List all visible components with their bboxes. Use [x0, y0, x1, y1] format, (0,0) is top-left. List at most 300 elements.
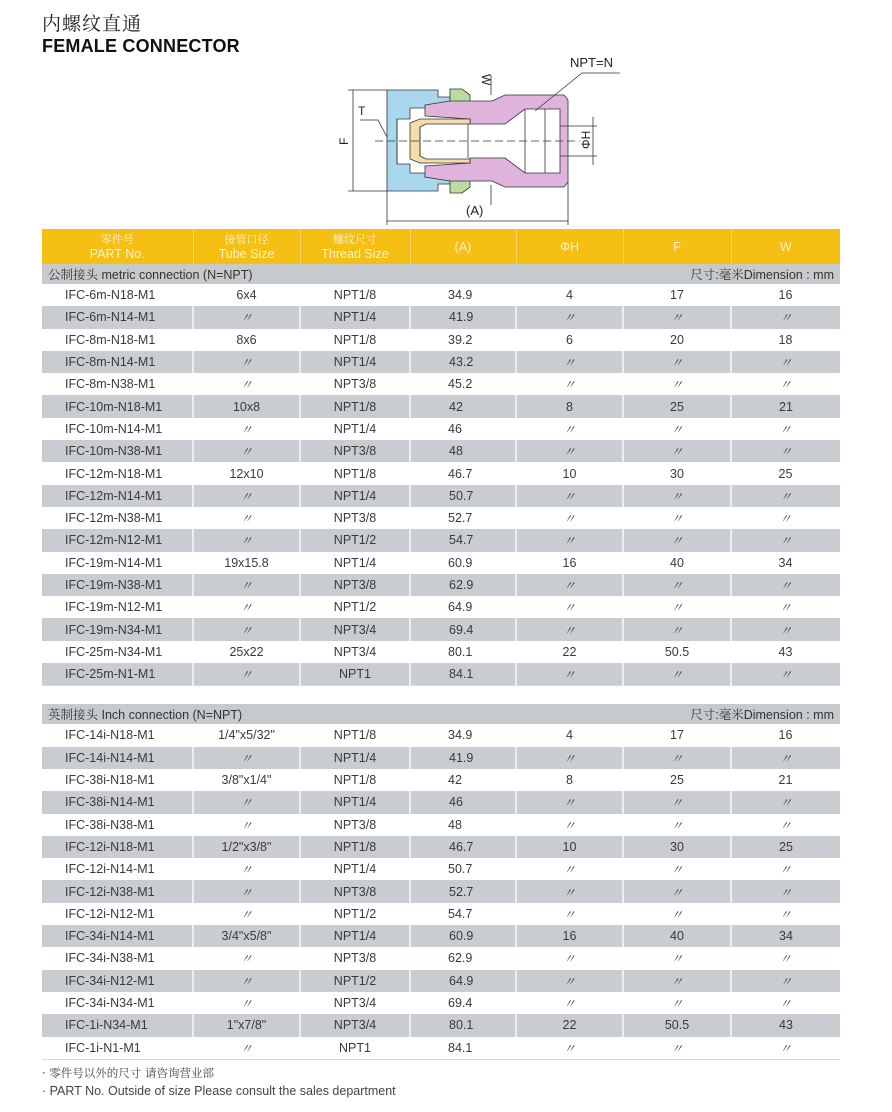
dim-a-cell: 42: [448, 773, 462, 788]
column-header-en: (A): [454, 239, 472, 254]
dim-w-cell: 25: [731, 836, 840, 858]
part-number-cell: IFC-8m-N38-M1: [65, 377, 156, 392]
dim-a-cell: 41.9: [410, 747, 516, 769]
part-number-cell: IFC-19m-N38-M1: [42, 574, 193, 596]
dim-f-cell: 〃: [670, 512, 684, 527]
dim-w-cell: 〃: [779, 512, 792, 527]
dim-w-cell: 〃: [779, 422, 792, 437]
dim-w-cell: 43: [731, 1014, 840, 1036]
tube-size-cell: 〃: [193, 351, 300, 373]
part-number-cell: IFC-38i-N14-M1: [42, 791, 193, 813]
dim-w-cell: 21: [778, 773, 793, 788]
part-number-cell: IFC-19m-N14-M1: [65, 555, 163, 570]
dim-h-cell: 〃: [563, 907, 576, 922]
dim-w-cell: 43: [778, 644, 793, 659]
dim-a-cell: 45.2: [448, 377, 473, 392]
part-number-cell: IFC-8m-N18-M1: [65, 332, 156, 347]
connector-cross-section-diagram: [330, 45, 630, 230]
dim-w-cell: 〃: [779, 997, 792, 1012]
part-number-cell: IFC-38i-N38-M1: [65, 817, 155, 832]
dim-a-cell: 41.9: [410, 306, 516, 328]
tube-size-cell: 〃: [240, 378, 253, 393]
thread-size-cell: NPT1/2: [300, 970, 410, 992]
dim-f-cell: 〃: [670, 818, 684, 833]
part-number-cell: IFC-12i-N14-M1: [65, 862, 155, 877]
dim-a-cell: 46.7: [410, 836, 516, 858]
dim-f-cell: 〃: [623, 529, 731, 551]
dim-w-cell: 16: [778, 728, 793, 743]
dim-f-cell: 〃: [670, 422, 684, 437]
thread-size-cell: NPT1/8: [333, 728, 377, 743]
table-row: [42, 1014, 840, 1036]
dim-h-cell: 〃: [516, 880, 623, 902]
dim-h-cell: 22: [562, 644, 577, 659]
dim-w-cell: 〃: [779, 378, 792, 393]
tube-size-cell: 1/2"x3/8": [193, 836, 300, 858]
tube-size-cell: 〃: [193, 791, 300, 813]
dim-f-cell: 40: [623, 925, 731, 947]
dim-f-cell: 17: [670, 728, 684, 743]
dim-h-cell: 8: [516, 395, 623, 417]
part-number-cell: IFC-34i-N14-M1: [42, 925, 193, 947]
part-number-cell: IFC-12i-N38-M1: [42, 880, 193, 902]
thread-size-cell: NPT1/2: [333, 600, 377, 615]
column-header-cn: 螺纹尺寸: [333, 232, 377, 246]
dim-a-cell: 50.7: [448, 862, 473, 877]
table-row: [42, 724, 840, 746]
column-header: [42, 229, 193, 264]
table-header-row: [42, 229, 840, 264]
dim-a-cell: 54.7: [410, 529, 516, 551]
section-header-row: [42, 264, 840, 284]
part-number-cell: IFC-10m-N38-M1: [42, 440, 193, 462]
footnote-cn: · 零件号以外的尺寸 请咨询营业部: [42, 1066, 214, 1080]
dim-w-cell: 〃: [779, 863, 792, 878]
column-header-en: PART No.: [89, 246, 145, 261]
dim-f-cell: 30: [670, 466, 684, 481]
footnote-en: · PART No. Outside of size Please consult the sales department: [42, 1084, 396, 1098]
tube-size-cell: 3/8"x1/4": [221, 773, 272, 788]
dim-f-cell: 〃: [623, 306, 731, 328]
page-title: FEMALE CONNECTOR: [42, 36, 240, 56]
tube-size-cell: 19x15.8: [224, 555, 269, 570]
dim-a-cell: 48: [448, 817, 462, 832]
dim-h-cell: 16: [562, 555, 577, 570]
dim-h-cell: 〃: [516, 529, 623, 551]
dim-f-cell: 〃: [623, 970, 731, 992]
part-number-cell: IFC-12m-N12-M1: [42, 529, 193, 551]
tube-size-cell: 8x6: [236, 332, 257, 347]
part-number-cell: IFC-19m-N12-M1: [65, 600, 163, 615]
tube-size-cell: 3/4"x5/8": [193, 925, 300, 947]
dim-a-cell: 64.9: [410, 970, 516, 992]
dim-h-cell: 〃: [516, 970, 623, 992]
tube-size-cell: 〃: [240, 952, 253, 967]
dim-a-cell: 60.9: [448, 555, 473, 570]
tube-size-cell: 〃: [193, 880, 300, 902]
dim-f-cell: 〃: [623, 618, 731, 640]
dim-a-cell: 62.9: [410, 574, 516, 596]
dim-f-cell: 〃: [623, 485, 731, 507]
tube-size-cell: 〃: [240, 818, 253, 833]
dim-h-cell: 〃: [516, 618, 623, 640]
dim-h-cell: 〃: [516, 440, 623, 462]
table-row: [42, 440, 840, 462]
column-header: [300, 229, 410, 264]
dim-h-cell: 〃: [516, 306, 623, 328]
a-label: (A): [466, 203, 484, 218]
column-header-cn: 接管口径: [224, 232, 269, 246]
part-number-cell: IFC-12m-N18-M1: [65, 466, 163, 481]
part-number-cell: IFC-1i-N1-M1: [42, 1037, 193, 1060]
thread-size-cell: NPT3/4: [333, 996, 377, 1011]
thread-size-cell: NPT3/8: [333, 377, 377, 392]
thread-size-cell: NPT1/4: [300, 791, 410, 813]
dim-w-cell: 〃: [779, 907, 792, 922]
table-row: [42, 836, 840, 858]
part-number-cell: IFC-25m-N1-M1: [42, 663, 193, 686]
dim-a-cell: 69.4: [448, 996, 473, 1011]
dim-w-cell: 〃: [731, 529, 840, 551]
table-row: [42, 306, 840, 328]
dim-w-cell: 〃: [779, 952, 792, 967]
dim-f-cell: 50.5: [623, 1014, 731, 1036]
dim-w-cell: 〃: [731, 791, 840, 813]
table-row: [42, 596, 840, 618]
dim-w-cell: 34: [778, 555, 793, 570]
dim-w-cell: 〃: [731, 880, 840, 902]
dim-a-cell: 50.7: [410, 485, 516, 507]
table-row: [42, 769, 840, 791]
column-header: [410, 229, 516, 264]
part-number-cell: IFC-12m-N14-M1: [42, 485, 193, 507]
dim-f-cell: 〃: [623, 663, 731, 686]
dim-a-cell: 46: [448, 421, 462, 436]
table-row: [42, 618, 840, 640]
thread-size-cell: NPT1/2: [333, 906, 377, 921]
dim-f-cell: 〃: [623, 440, 731, 462]
dim-h-cell: 〃: [516, 663, 623, 686]
column-header: [193, 229, 300, 264]
table-row: [42, 747, 840, 769]
dim-h-cell: 〃: [563, 378, 576, 393]
dim-w-cell: 〃: [731, 663, 840, 686]
dim-a-cell: 34.9: [448, 728, 473, 743]
h-label: ΦH: [579, 130, 593, 149]
table-row: [42, 329, 840, 351]
thread-size-cell: NPT1: [300, 663, 410, 686]
dim-f-cell: 20: [670, 332, 684, 347]
dim-h-cell: 〃: [563, 512, 576, 527]
dim-f-cell: 25: [670, 773, 684, 788]
dim-a-cell: 46: [410, 791, 516, 813]
section-title: 英制接头 Inch connection (N=NPT): [48, 708, 243, 723]
table-row: [42, 284, 840, 306]
page-title-chinese: 内螺纹直通: [42, 13, 143, 35]
npt-label: NPT=N: [570, 55, 613, 70]
w-label: W: [479, 74, 493, 86]
tube-size-cell: 〃: [240, 601, 253, 616]
part-number-cell: IFC-12m-N38-M1: [65, 511, 163, 526]
thread-size-cell: NPT1/2: [300, 529, 410, 551]
tube-size-cell: 〃: [240, 422, 253, 437]
dim-h-cell: 〃: [516, 747, 623, 769]
dim-h-cell: 〃: [563, 601, 576, 616]
column-header: [516, 229, 623, 264]
dim-a-cell: 46.7: [448, 466, 473, 481]
tube-size-cell: 12x10: [229, 466, 264, 481]
tube-size-cell: 25x22: [229, 644, 264, 659]
column-header-en: Thread Size: [321, 246, 389, 261]
dim-f-cell: 〃: [670, 601, 684, 616]
dim-w-cell: 〃: [779, 601, 792, 616]
tube-size-cell: 1"x7/8": [193, 1014, 300, 1036]
dim-h-cell: 10: [516, 836, 623, 858]
tube-size-cell: 〃: [193, 663, 300, 686]
dim-a-cell: 42: [410, 395, 516, 417]
dim-a-cell: 52.7: [410, 880, 516, 902]
thread-size-cell: NPT1/4: [333, 862, 377, 877]
part-number-cell: IFC-8m-N14-M1: [42, 351, 193, 373]
thread-size-cell: NPT1/4: [300, 747, 410, 769]
table-row: [42, 373, 840, 395]
table-row: [42, 858, 840, 880]
thread-size-cell: NPT1/4: [333, 421, 377, 436]
tube-size-cell: 〃: [240, 512, 253, 527]
thread-size-cell: NPT1/4: [300, 306, 410, 328]
dim-w-cell: 16: [778, 288, 793, 303]
table-row: [42, 663, 840, 686]
part-number-cell: IFC-10m-N14-M1: [65, 421, 163, 436]
dim-h-cell: 〃: [516, 485, 623, 507]
table-row: [42, 791, 840, 813]
dim-a-cell: 43.2: [410, 351, 516, 373]
dim-h-cell: 10: [562, 466, 577, 481]
dim-h-cell: 22: [516, 1014, 623, 1036]
dim-a-cell: 62.9: [448, 951, 473, 966]
part-number-cell: IFC-19m-N34-M1: [42, 618, 193, 640]
thread-size-cell: NPT1/8: [333, 288, 377, 303]
dim-f-cell: 〃: [623, 1037, 731, 1060]
dim-w-cell: 〃: [731, 970, 840, 992]
thread-size-cell: NPT3/8: [333, 951, 377, 966]
thread-size-cell: NPT3/8: [300, 880, 410, 902]
table-row: [42, 418, 840, 440]
tube-size-cell: 〃: [193, 529, 300, 551]
dim-w-cell: 〃: [731, 618, 840, 640]
dim-a-cell: 69.4: [410, 618, 516, 640]
dim-f-cell: 〃: [623, 574, 731, 596]
column-header-cn: 零件号: [100, 232, 134, 246]
table-row: [42, 641, 840, 663]
table-row: [42, 814, 840, 836]
dim-f-cell: 50.5: [664, 644, 690, 659]
tube-size-cell: 〃: [193, 618, 300, 640]
dim-a-cell: 80.1: [410, 1014, 516, 1036]
tube-size-cell: 〃: [193, 306, 300, 328]
section-unit: 尺寸:毫米Dimension : mm: [690, 708, 834, 723]
dim-f-cell: 17: [670, 288, 684, 303]
dim-h-cell: 〃: [563, 952, 576, 967]
dim-w-cell: 〃: [731, 1037, 840, 1060]
tube-size-cell: 〃: [193, 747, 300, 769]
dim-h-cell: 4: [566, 288, 573, 303]
dim-f-cell: 〃: [670, 378, 684, 393]
dim-f-cell: 〃: [623, 880, 731, 902]
dim-w-cell: 21: [731, 395, 840, 417]
dim-h-cell: 6: [566, 332, 573, 347]
table-row: [42, 507, 840, 529]
part-number-cell: IFC-6m-N18-M1: [65, 288, 156, 303]
f-label: F: [337, 137, 351, 145]
dim-h-cell: 〃: [516, 791, 623, 813]
dim-w-cell: 〃: [779, 818, 792, 833]
tube-size-cell: 〃: [240, 997, 253, 1012]
dim-f-cell: 25: [623, 395, 731, 417]
table-row: [42, 462, 840, 484]
dim-w-cell: 〃: [731, 440, 840, 462]
thread-size-cell: NPT1/8: [333, 466, 377, 481]
dim-w-cell: 〃: [731, 747, 840, 769]
section-title: 公制接头 metric connection (N=NPT): [48, 268, 253, 282]
thread-size-cell: NPT1/8: [300, 836, 410, 858]
dim-f-cell: 〃: [623, 791, 731, 813]
thread-size-cell: NPT3/8: [333, 817, 377, 832]
part-number-cell: IFC-38i-N18-M1: [65, 773, 155, 788]
table-row: [42, 925, 840, 947]
table-row: [42, 529, 840, 551]
dim-f-cell: 30: [623, 836, 731, 858]
table-row: [42, 1037, 840, 1060]
dim-f-cell: 〃: [670, 997, 684, 1012]
dim-h-cell: 4: [566, 728, 573, 743]
thread-size-cell: NPT3/4: [333, 644, 377, 659]
tube-size-cell: 6x4: [236, 288, 257, 303]
dim-f-cell: 40: [670, 555, 684, 570]
thread-size-cell: NPT1/4: [300, 351, 410, 373]
thread-size-cell: NPT1/8: [333, 332, 377, 347]
thread-size-cell: NPT1/4: [300, 925, 410, 947]
tube-size-cell: 〃: [193, 1037, 300, 1060]
dim-w-cell: 18: [778, 332, 793, 347]
table-row: [42, 903, 840, 925]
thread-size-cell: NPT1/4: [300, 485, 410, 507]
dim-f-cell: 〃: [623, 351, 731, 373]
table-row: [42, 351, 840, 373]
tube-size-cell: 〃: [240, 863, 253, 878]
table-row: [42, 992, 840, 1014]
thread-size-cell: NPT3/4: [300, 618, 410, 640]
part-number-cell: IFC-34i-N12-M1: [42, 970, 193, 992]
tube-size-cell: 〃: [193, 574, 300, 596]
thread-size-cell: NPT3/4: [300, 1014, 410, 1036]
dim-a-cell: 54.7: [448, 906, 473, 921]
dim-f-cell: 〃: [670, 907, 684, 922]
dim-w-cell: 〃: [731, 306, 840, 328]
thread-size-cell: NPT1/8: [300, 395, 410, 417]
dim-w-cell: 25: [778, 466, 793, 481]
dim-a-cell: 48: [410, 440, 516, 462]
table-row: [42, 947, 840, 969]
footnotes: [42, 1064, 396, 1100]
t-label: T: [358, 104, 366, 118]
part-number-cell: IFC-12i-N18-M1: [42, 836, 193, 858]
part-number-cell: IFC-14i-N14-M1: [42, 747, 193, 769]
part-number-cell: IFC-10m-N18-M1: [42, 395, 193, 417]
tube-size-cell: 10x8: [193, 395, 300, 417]
dim-h-cell: 〃: [563, 422, 576, 437]
thread-size-cell: NPT1: [300, 1037, 410, 1060]
part-number-cell: IFC-12i-N12-M1: [65, 906, 155, 921]
dim-h-cell: 〃: [563, 818, 576, 833]
dim-a-cell: 80.1: [448, 644, 473, 659]
column-header: [731, 229, 840, 264]
part-number-cell: IFC-14i-N18-M1: [65, 728, 155, 743]
dim-h-cell: 〃: [563, 997, 576, 1012]
section-spacer: [42, 686, 840, 705]
tube-size-cell: 〃: [193, 485, 300, 507]
part-number-cell: IFC-25m-N34-M1: [65, 644, 163, 659]
dim-h-cell: 8: [566, 773, 573, 788]
dim-a-cell: 60.9: [410, 925, 516, 947]
thread-size-cell: NPT1/8: [333, 773, 377, 788]
part-number-cell: IFC-6m-N14-M1: [42, 306, 193, 328]
column-header-en: W: [779, 239, 792, 254]
dim-f-cell: 〃: [670, 863, 684, 878]
tube-size-cell: 1/4"x5/32": [218, 728, 275, 743]
dim-a-cell: 52.7: [448, 511, 473, 526]
part-number-cell: IFC-1i-N34-M1: [42, 1014, 193, 1036]
dim-w-cell: 34: [731, 925, 840, 947]
column-header: [623, 229, 731, 264]
dim-a-cell: 84.1: [410, 663, 516, 686]
thread-size-cell: NPT3/8: [300, 574, 410, 596]
dim-h-cell: 16: [516, 925, 623, 947]
column-header-en: F: [673, 239, 681, 254]
table-row: [42, 552, 840, 574]
table-row: [42, 970, 840, 992]
tube-size-cell: 〃: [193, 440, 300, 462]
spec-table: [42, 229, 840, 1060]
dim-h-cell: 〃: [516, 1037, 623, 1060]
dim-h-cell: 〃: [563, 863, 576, 878]
dim-w-cell: 〃: [731, 351, 840, 373]
dim-a-cell: 39.2: [448, 332, 473, 347]
dim-a-cell: 34.9: [448, 288, 473, 303]
column-header-en: ΦH: [559, 239, 579, 254]
tube-size-cell: 〃: [193, 970, 300, 992]
part-number-cell: IFC-34i-N34-M1: [65, 996, 155, 1011]
dim-w-cell: 〃: [731, 574, 840, 596]
thread-size-cell: NPT3/8: [300, 440, 410, 462]
dim-f-cell: 〃: [623, 747, 731, 769]
table-row: [42, 574, 840, 596]
section-header-row: [42, 704, 840, 724]
thread-size-cell: NPT3/8: [333, 511, 377, 526]
part-number-cell: IFC-34i-N38-M1: [65, 951, 155, 966]
table-row: [42, 485, 840, 507]
dim-a-cell: 64.9: [448, 600, 473, 615]
table-row: [42, 880, 840, 902]
section-unit: 尺寸:毫米Dimension : mm: [690, 268, 834, 282]
dim-h-cell: 〃: [516, 351, 623, 373]
thread-size-cell: NPT1/4: [333, 555, 377, 570]
dim-w-cell: 〃: [731, 485, 840, 507]
dim-a-cell: 84.1: [410, 1037, 516, 1060]
column-header-en: Tube Size: [218, 246, 275, 261]
tube-size-cell: 〃: [240, 907, 253, 922]
dim-h-cell: 〃: [516, 574, 623, 596]
